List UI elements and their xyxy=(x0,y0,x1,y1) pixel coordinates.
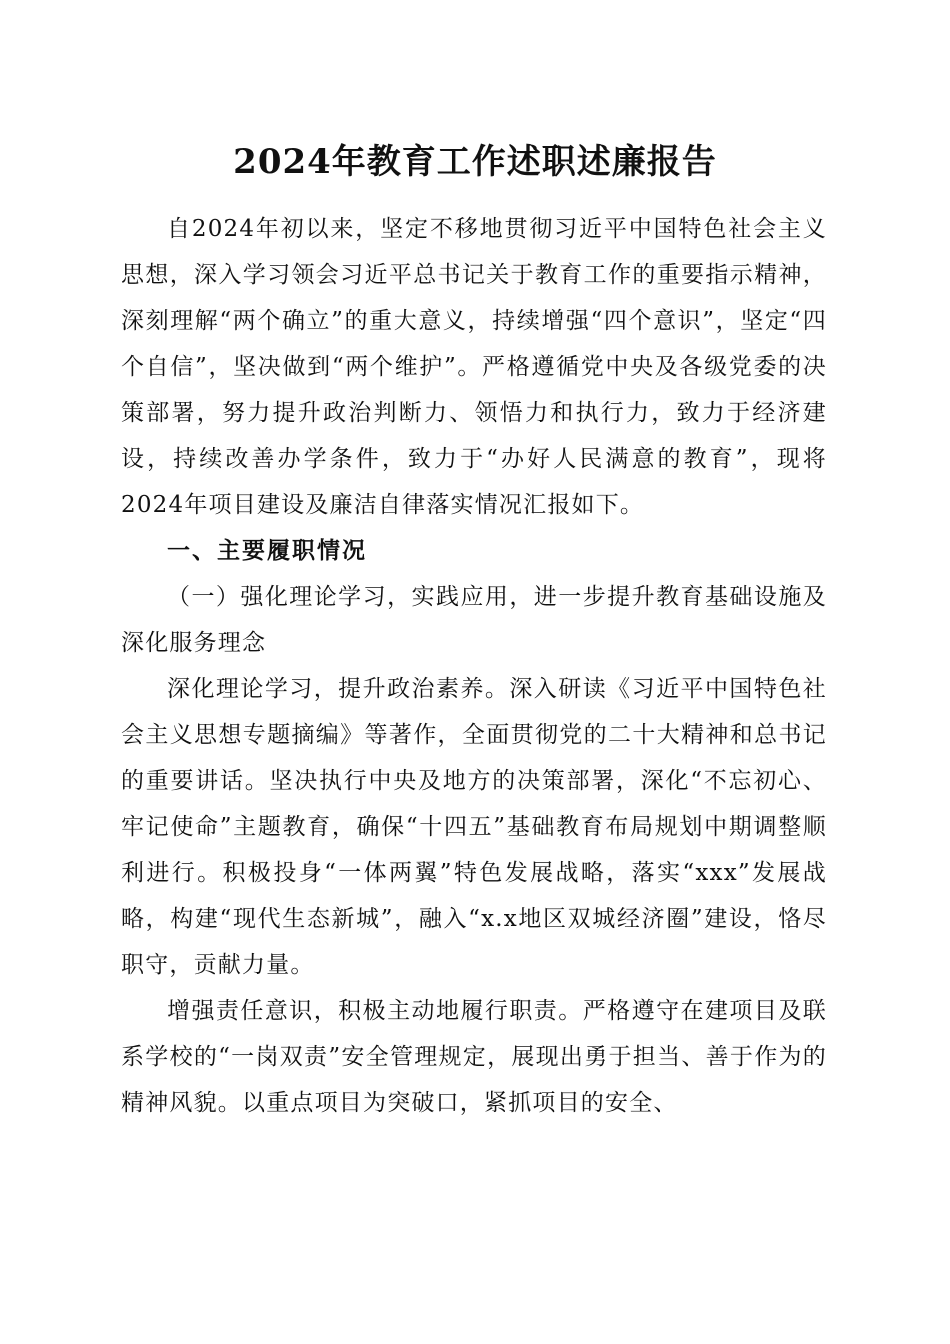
section-heading-main-duties: 一、主要履职情况 xyxy=(167,538,367,564)
document-body xyxy=(121,206,827,1126)
subsection-heading-theory-study: （一）强化理论学习，实践应用，进一步提升教育基础设施及深化服务理念 xyxy=(121,584,827,656)
paragraph-theory-study: 深化理论学习，提升政治素养。深入研读《习近平中国特色社会主义思想专题摘编》等著作，全面贯彻党的二十大精神和总书记的重要讲话。坚决执行中央及地方的决策部署，深化“不忘初心、牢记使命”主题教育，确保“十四五”基础教育布局规划中期调整顺利进行。积极投身“一体两翼”特色发展战略，落实“xxx”发展战略，构建“现代生态新城”，融入“x.x地区双城经济圈”建设，恪尽职守，贡献力量。 xyxy=(121,676,827,978)
document-title: 2024年教育工作述职述廉报告 xyxy=(233,142,717,182)
paragraph-intro: 自2024年初以来，坚定不移地贯彻习近平中国特色社会主义思想，深入学习领会习近平总书记关于教育工作的重要指示精神，深刻理解“两个确立”的重大意义，持续增强“四个意识”，坚定“四个自信”，坚决做到“两个维护”。严格遵循党中央及各级党委的决策部署，努力提升政治判断力、领悟力和执行力，致力于经济建设，持续改善办学条件，致力于“办好人民满意的教育”，现将2024年项目建设及廉洁自律落实情况汇报如下。 xyxy=(121,216,827,518)
paragraph-responsibility: 增强责任意识，积极主动地履行职责。严格遵守在建项目及联系学校的“一岗双责”安全管理规定，展现出勇于担当、善于作为的精神风貌。以重点项目为突破口，紧抓项目的安全、 xyxy=(121,998,827,1116)
